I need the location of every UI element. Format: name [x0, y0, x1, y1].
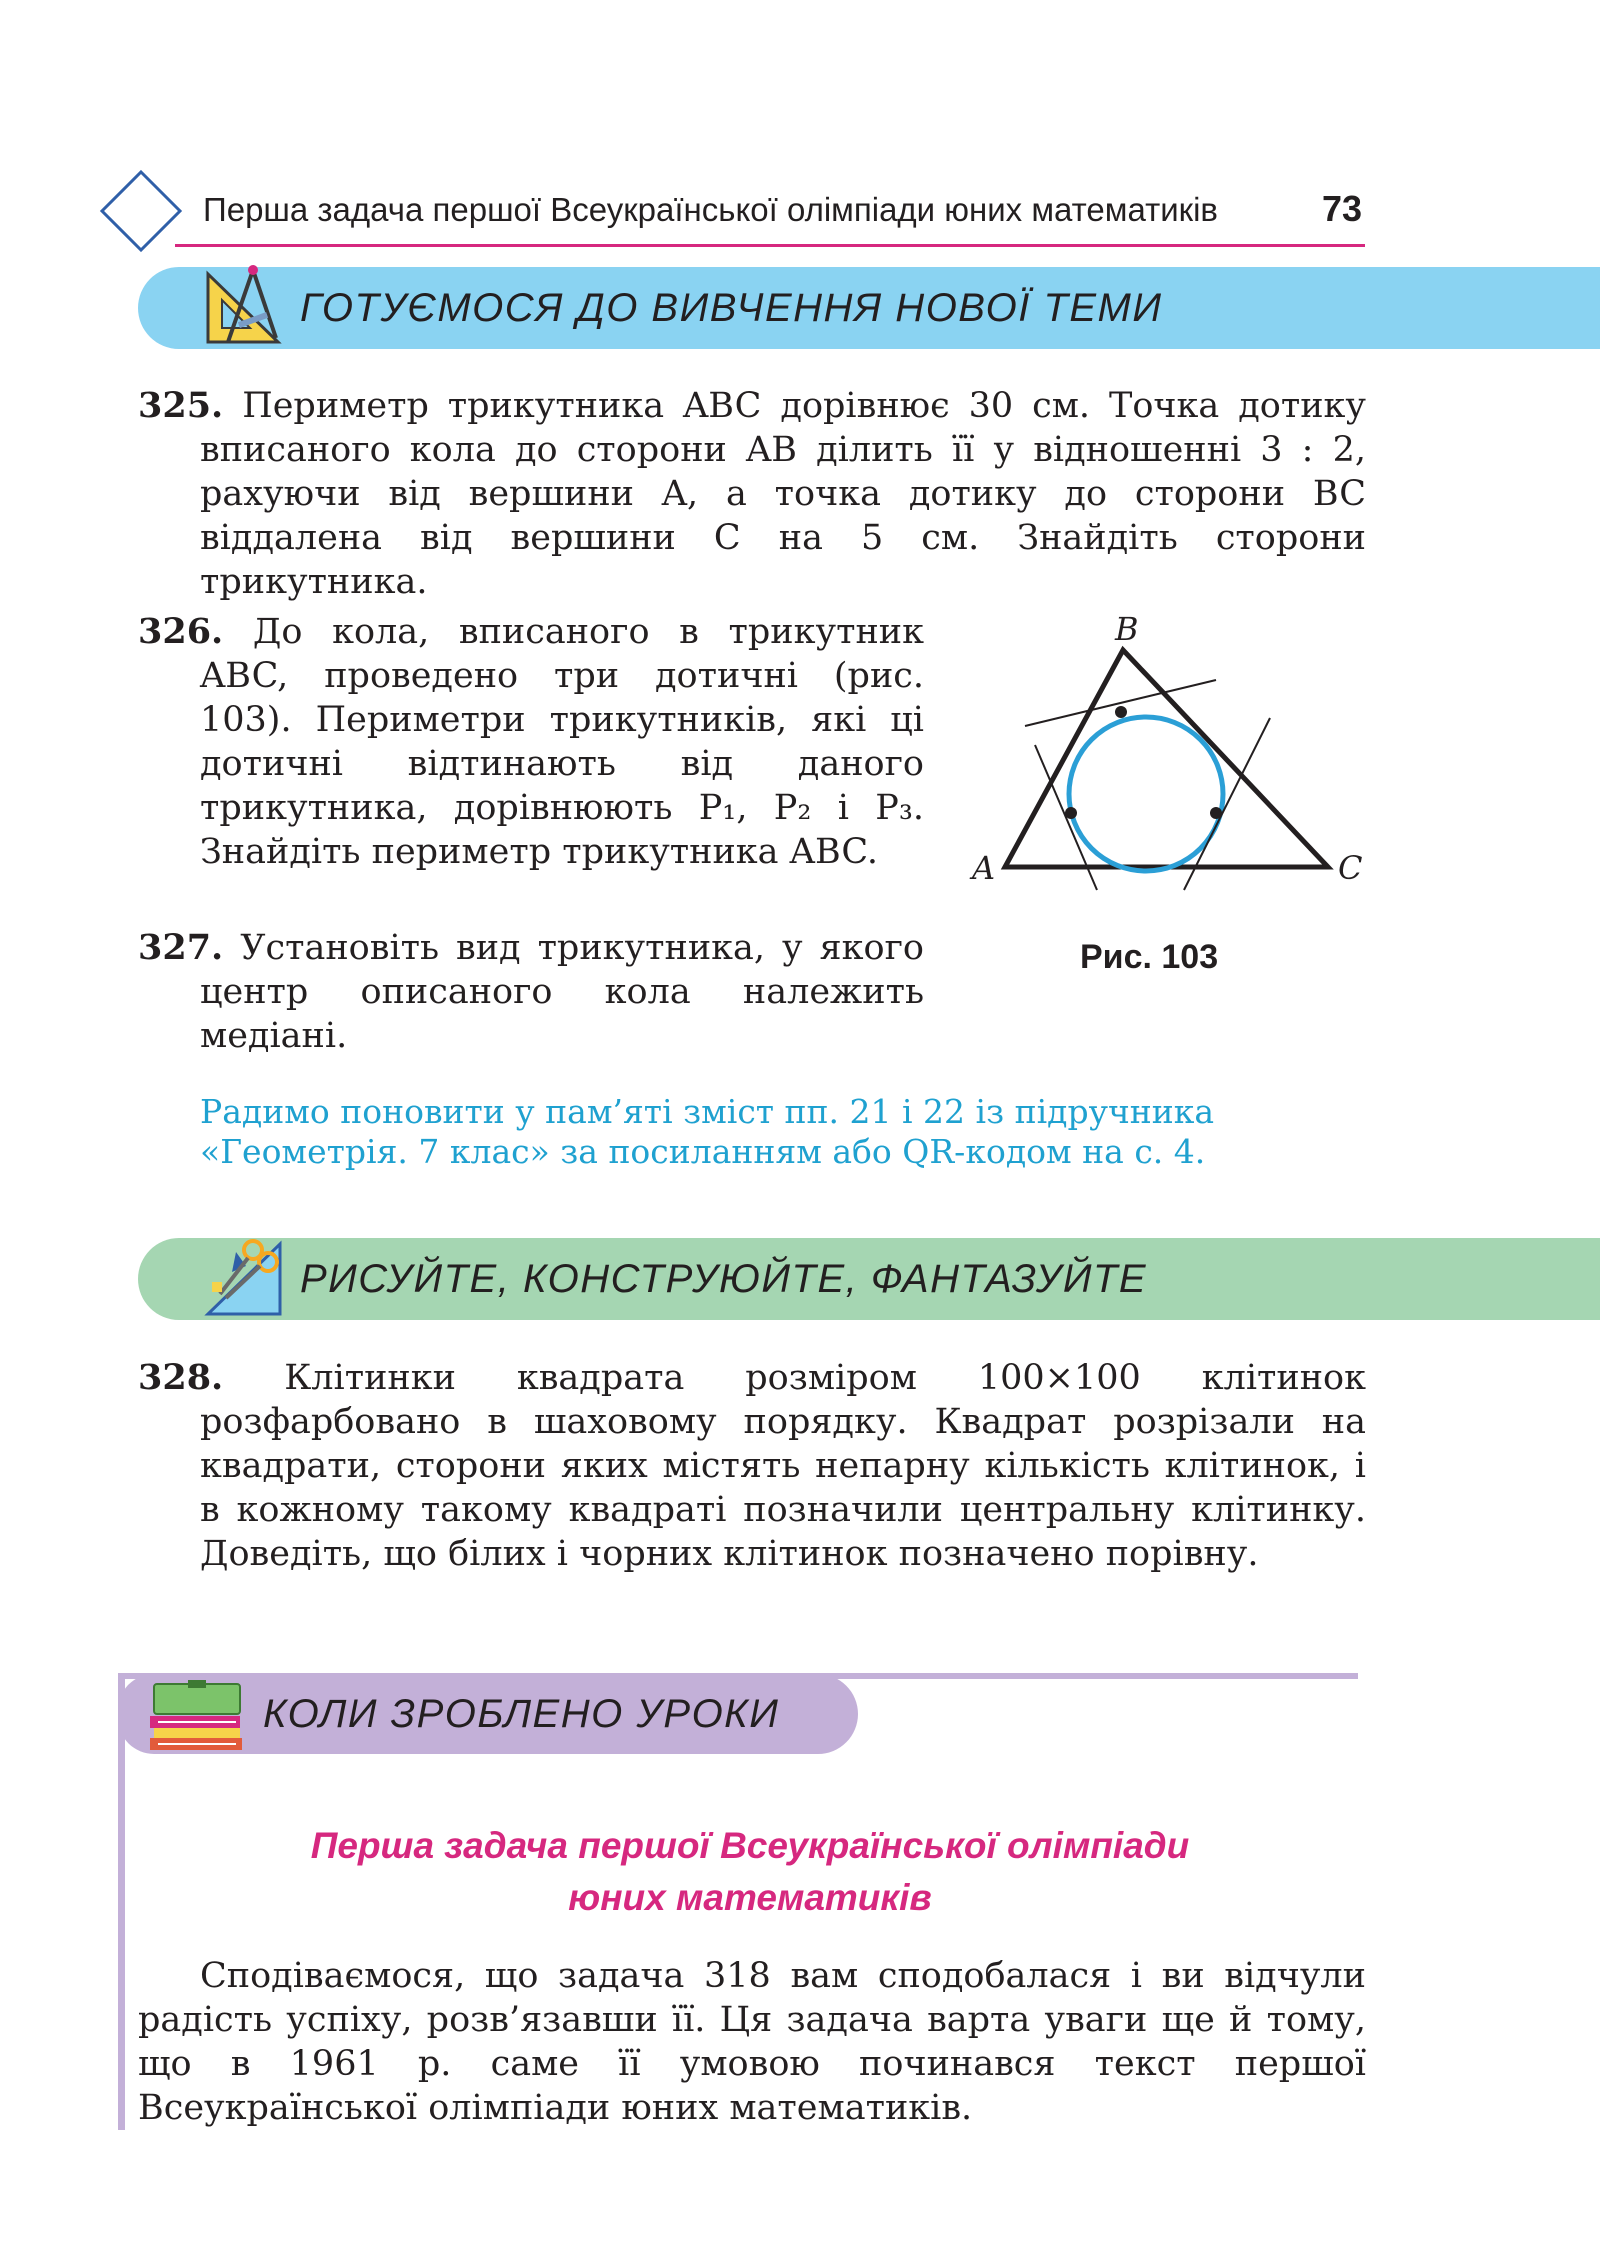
- books-icon: [148, 1680, 246, 1752]
- problem-328: [138, 1356, 1366, 1576]
- header-rule: [175, 244, 1365, 247]
- problem-text: Клітинки квадрата розміром 100×100 клітинок розфарбовано в шаховому порядку. Квадрат розрізали на квадрати, сторони яких містять непарну кількість клітинок, і в кожному такому квадраті позначили центральну клітинку. Доведіть, що білих і чорних клітинок позначено порівну.: [200, 1358, 1366, 1574]
- reference-note: Радимо поновити у пам’яті зміст пп. 21 і 22 із підручника «Геометрія. 7 клас» за посиланням або QR-кодом на с. 4.: [200, 1092, 1215, 1171]
- figure-103: [960, 600, 1380, 900]
- tangent-lines: [1025, 680, 1270, 890]
- drafting-tools-icon: [198, 262, 288, 352]
- running-title: Перша задача першої Всеукраїнської олімпіади юних математиків: [203, 191, 1218, 228]
- section-title-create: РИСУЙТЕ, КОНСТРУЮЙТЕ, ФАНТАЗУЙТЕ: [300, 1256, 1148, 1301]
- section-frame-side: [118, 1674, 125, 2130]
- problem-text: Периметр трикутника ABC дорівнює 30 см. Точка дотику вписаного кола до сторони AB ділить її у відношенні 3 : 2, рахуючи від вершини A, а точка дотику до сторони BC віддалена від вершини C на 5 см. Знайдіть сторони трикутника.: [200, 386, 1366, 602]
- section-title-after-lessons: КОЛИ ЗРОБЛЕНО УРОКИ: [263, 1691, 780, 1736]
- problem-number: 328.: [138, 1357, 224, 1398]
- problem-number: 326.: [138, 611, 224, 652]
- problem-text: До кола, вписаного в трикутник ABC, проведено три дотичні (рис. 103). Периметри трикутників, які ці дотичні відтинають від даного трикутника, дорівнюють P₁, P₂ і P₃. Знайдіть периметр трикутника ABC.: [200, 612, 924, 872]
- scissors-ruler-icon: [198, 1232, 288, 1322]
- article-heading-line2: юних математиків: [568, 1877, 932, 1918]
- page-number: 73: [1322, 188, 1363, 229]
- triangle-abc: [1005, 650, 1328, 867]
- inscribed-circle: [1069, 717, 1223, 871]
- vertex-label-a: A: [972, 849, 996, 887]
- section-band-create: [138, 1238, 1600, 1320]
- problem-327: [138, 926, 924, 1058]
- section-band-prepare: [138, 267, 1600, 349]
- vertex-label-c: C: [1338, 849, 1363, 887]
- problem-326: [138, 610, 924, 874]
- problem-text: Установіть вид трикутника, у якого центр описаного кола належить медіані.: [200, 928, 924, 1056]
- vertex-label-b: B: [1115, 610, 1139, 648]
- problem-number: 325.: [138, 385, 224, 426]
- problem-number: 327.: [138, 927, 224, 968]
- figure-caption: Рис. 103: [1080, 938, 1219, 976]
- diamond-ornament-icon: [98, 168, 184, 254]
- tangent-points: [1065, 706, 1222, 819]
- section-title-prepare: ГОТУЄМОСЯ ДО ВИВЧЕННЯ НОВОЇ ТЕМИ: [300, 285, 1163, 330]
- article-heading: [200, 1820, 1300, 1924]
- article-paragraph: Сподіваємося, що задача 318 вам сподобалася і ви відчули радість успіху, розв’язавши її. Ця задача варта уваги ще й тому, що в 1961 р. саме її умовою починався текст першої Всеукраїнської олімпіади юних математиків.: [138, 1956, 1366, 2128]
- article-heading-line1: Перша задача першої Всеукраїнської олімпіади: [310, 1825, 1190, 1866]
- problem-325: [138, 384, 1366, 604]
